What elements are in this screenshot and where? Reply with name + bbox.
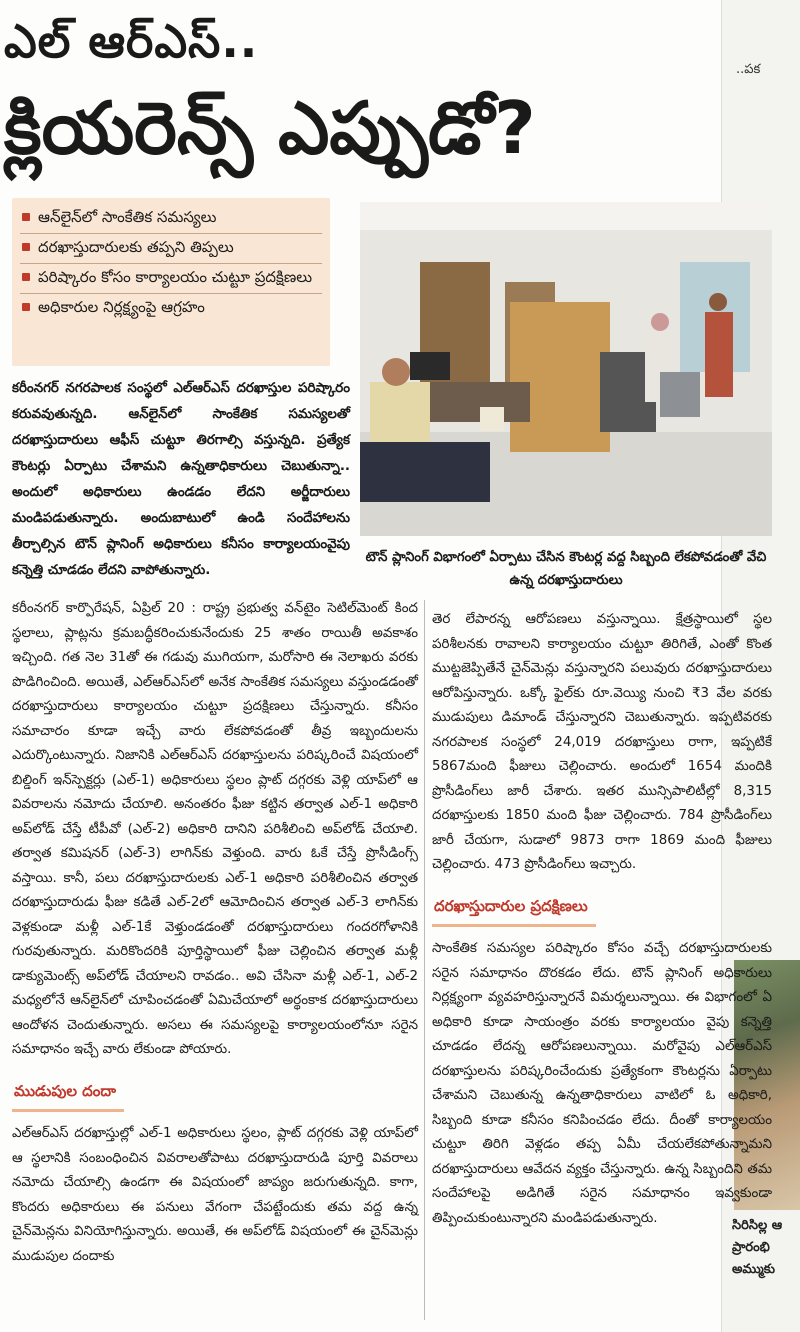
adjacent-article-text: ..పక xyxy=(736,62,761,77)
headline xyxy=(4,6,744,174)
article-paragraph: కరీంనగర్ కార్పొరేషన్, ఏప్రిల్ 20 : రాష్ట్ర ప్రభుత్వ వన్‌టైం సెటిల్‌మెంట్ కింద స్థలాలు, ప్లాట్లను క్రమబద్ధీకరించుకునేందుకు 25 శాతం రాయితీ అవకాశం ఇచ్చింది. గత నెల 31తో ఈ గడువు ముగియగా, మరోసారి ఈ నెలాఖరు వరకు పొడిగించింది. అయితే, ఎల్ఆర్ఎస్‌లో అనేక సాంకేతిక సమస్యలు వస్తుండడంతో దరఖాస్తుదారులు కార్యాలయం చుట్టూ ప్రదక్షిణలు చేస్తున్నారు. కనీసం సమాచారం కూడా ఇచ్చే వారు లేకపోవడంతో తీవ్ర ఇబ్బందులను ఎదుర్కొంటున్నారు. నిజానికి ఎల్ఆర్ఎస్ దరఖాస్తులను పరిష్కరించే విషయంలో బిల్డింగ్ ఇన్‌స్పెక్టర్లు (ఎల్-1) అధికారులు స్థలం ప్లాట్ దగ్గరకు వెళ్లి యాప్‌లో ఆ వివరాలను నమోదు చేయాలి. అనంతరం ఫీజు కట్టిన తర్వాత ఎల్-1 అధికారి అప్‌లోడ్ చేస్తే టీపీవో (ఎల్-2) అధికారి దానిని పరిశీలించి అప్‌లోడ్ చేయాలి. తర్వాత కమిషనర్ (ఎల్-3) లాగిన్‌కు వెళ్తుంది. వారు ఓకే చేస్తే ప్రొసీడింగ్స్ వస్తాయి. కానీ, పలు దరఖాస్తుదారులకు ఎల్-1 అధికారి పరిశీలించిన తర్వాత దరఖాస్తుదారుడు ఫీజు కడితే ఎల్-2లో ఆమోదించిన తర్వాత ఎల్-3 లాగిన్‌కు వెళ్లకుండా మళ్లీ ఎల్-1కే వెళ్తుండడంతో దరఖాస్తుదారులు గందరగోళానికి గురవుతున్నారు. మరికొందరికి పూర్తిస్థాయిలో ఫీజు చెల్లించిన తర్వాత మళ్లీ డాక్యుమెంట్స్ అప్‌లోడ్ చేయాలని రావడం.. అవి చేసినా మళ్లీ ఎల్-1, ఎల్-2 మధ్యలోనే ఆన్‌లైన్‌లో చూపించడంతో ఏమిచేయాలో అర్థంకాక దరఖాస్తుదారులు ఆందోళన చెందుతున్నారు. అసలు ఈ సమస్యలపై కార్యాలయంలోనూ సరైన సమాధానం ఇచ్చే వారు లేకుండా పోయారు. xyxy=(12,601,418,1057)
column-divider xyxy=(424,600,425,1320)
article-paragraph: ఎల్ఆర్ఎస్ దరఖాస్తుల్లో ఎల్-1 అధికారులు స్థలం, ప్లాట్ దగ్గరకు వెళ్లి యాప్‌లో ఆ స్థలానికి సంబంధించిన వివరాలతోపాటు దరఖాస్తుదారుడి పూర్తి వివరాలు నమోదు చేయాల్సి ఉండగా ఈ విషయంలో జాప్యం జరుగుతున్నది. కాగా, కొందరు అధికారులు ఈ పనులు వేగంగా చేపట్టేందుకు తమ వద్ద ఉన్న చైన్‌మెన్లను వినియోగిస్తున్నారు. అయితే, ఈ అప్‌లోడ్ విషయంలో ఈ చైన్‌మెన్లు ముడుపుల దందాకు xyxy=(12,1126,418,1264)
highlight-text: అధికారుల నిర్లక్ష్యంపై ఆగ్రహం xyxy=(38,298,205,316)
highlights-box xyxy=(12,198,330,366)
photo-caption: టౌన్ ప్లానింగ్ విభాగంలో ఏర్పాటు చేసిన కౌంటర్ల వద్ద సిబ్బంది లేకపోవడంతో వేచి ఉన్న దరఖాస్తుదారులు xyxy=(365,550,767,588)
headline-line-1: ఎల్ ఆర్ఎస్.. xyxy=(4,14,259,68)
subheading-bribes: ముడుపుల దందా xyxy=(12,1071,124,1113)
highlight-text: పరిష్కారం కోసం కార్యాలయం చుట్టూ ప్రదక్షిణలు xyxy=(38,268,313,286)
article-column-right xyxy=(432,608,772,1231)
adjacent-caption-line: అమ్ముకు xyxy=(732,1262,775,1277)
highlight-text: దరఖాస్తుదారులకు తప్పని తిప్పలు xyxy=(38,238,234,256)
highlight-item xyxy=(20,234,322,264)
office-photo-illustration xyxy=(360,202,772,536)
office-counter-photo xyxy=(360,202,772,536)
highlight-item xyxy=(20,204,322,234)
bullet-icon xyxy=(22,273,30,281)
article-intro: కరీంనగర్ నగరపాలక సంస్థలో ఎల్ఆర్ఎస్ దరఖాస్తుల పరిష్కారం కరువవుతున్నది. ఆన్‌లైన్‌లో సాంకేతిక సమస్యలతో దరఖాస్తుదారులు ఆఫీస్ చుట్టూ తిరగాల్సి వస్తున్నది. ప్రత్యేక కౌంటర్లు ఏర్పాటు చేశామని ఉన్నతాధికారులు చెబుతున్నా.. అందులో అధికారులు ఉండడం లేదని అర్జీదారులు మండిపడుతున్నారు. అందుబాటులో ఉండి సందేహాలను తీర్చాల్సిన టౌన్ ప్లానింగ్ అధికారులు కనీసం కార్యాలయంవైపు కన్నెత్తి చూడడం లేదని వాపోతున్నారు. xyxy=(12,381,350,578)
bullet-icon xyxy=(22,243,30,251)
highlight-item xyxy=(20,294,322,323)
subheading-applicant-rounds: దరఖాస్తుదారుల ప్రదక్షిణలు xyxy=(432,886,596,928)
highlight-item xyxy=(20,264,322,294)
adjacent-caption-line: ప్రారంభి xyxy=(732,1240,770,1255)
bullet-icon xyxy=(22,303,30,311)
article-paragraph: తెర లేపారన్న ఆరోపణలు వస్తున్నాయి. క్షేత్రస్థాయిలో స్థల పరిశీలనకు రావాలని కార్యాలయం చుట్టూ తిరిగితే, ఎంతో కొంత ముట్టజెప్పితేనే చైన్‌మెన్లు వస్తున్నారని పలువురు దరఖాస్తుదారులు ఆరోపిస్తున్నారు. ఒక్కో ఫైల్‌కు రూ.వెయ్యి నుంచి ₹3 వేల వరకు ముడుపులు డిమాండ్ చేస్తున్నారని చెబుతున్నారు. ఇప్పటివరకు నగరపాలక సంస్థలో 24,019 దరఖాస్తులు రాగా, ఇప్పటికే 5867మంది ఫీజులు చెల్లించారు. అందులో 1654 మందికి ప్రొసీడింగ్‌లు జారీ చేశారు. ఇతర మున్సిపాలిటీల్లో 8,315 దరఖాస్తులకు 1850 మంది ఫీజు చెల్లించారు. 784 ప్రొసీడింగ్‌లు జారీ చేయగా, సుడాలో 9873 రాగా 1869 మంది ఫీజులు చెల్లించారు. 473 ప్రొసీడింగ్‌లు ఇచ్చారు. xyxy=(432,612,772,872)
article-column-left xyxy=(12,597,418,1269)
article-paragraph: సాంకేతిక సమస్యల పరిష్కారం కోసం వచ్చే దరఖాస్తుదారులకు సరైన సమాధానం దొరకడం లేదు. టౌన్ ప్లానింగ్ అధికారులు నిర్లక్ష్యంగా వ్యవహరిస్తున్నారనే విమర్శలున్నాయి. ఈ విభాగంలో ఏ అధికారి కూడా సాయంత్రం వరకు కార్యాలయం వైపు కన్నెత్తి చూడడం లేదన్న ఆరోపణలున్నాయి. మరోవైపు ఎల్ఆర్ఎస్ దరఖాస్తులను పరిష్కరించేందుకు ప్రత్యేకంగా కౌంటర్లను ఏర్పాటు చేశామని చెబుతున్న ఉన్నతాధికారులు వాటిలో ఓ అధికారి, సిబ్బంది కూడా కనీసం కనిపించడం లేదు. దీంతో కార్యాలయం చుట్టూ తిరిగి వెళ్లడం తప్ప ఏమీ చేయలేకపోతున్నామని దరఖాస్తుదారులు ఆవేదన వ్యక్తం చేస్తున్నారు. ఉన్న సిబ్బందిని తమ సందేహాలపై అడిగితే సరైన సమాధానం ఇవ్వకుండా తిప్పించుకుంటున్నారని మండిపడుతున్నారు. xyxy=(432,941,772,1226)
adjacent-caption-line: సిరిసిల్ల ఆ xyxy=(732,1218,783,1233)
headline-line-2: క్లియరెన్స్ ఎప్పుడో? xyxy=(4,86,536,170)
highlight-text: ఆన్‌లైన్‌లో సాంకేతిక సమస్యలు xyxy=(38,208,217,226)
bullet-icon xyxy=(22,213,30,221)
